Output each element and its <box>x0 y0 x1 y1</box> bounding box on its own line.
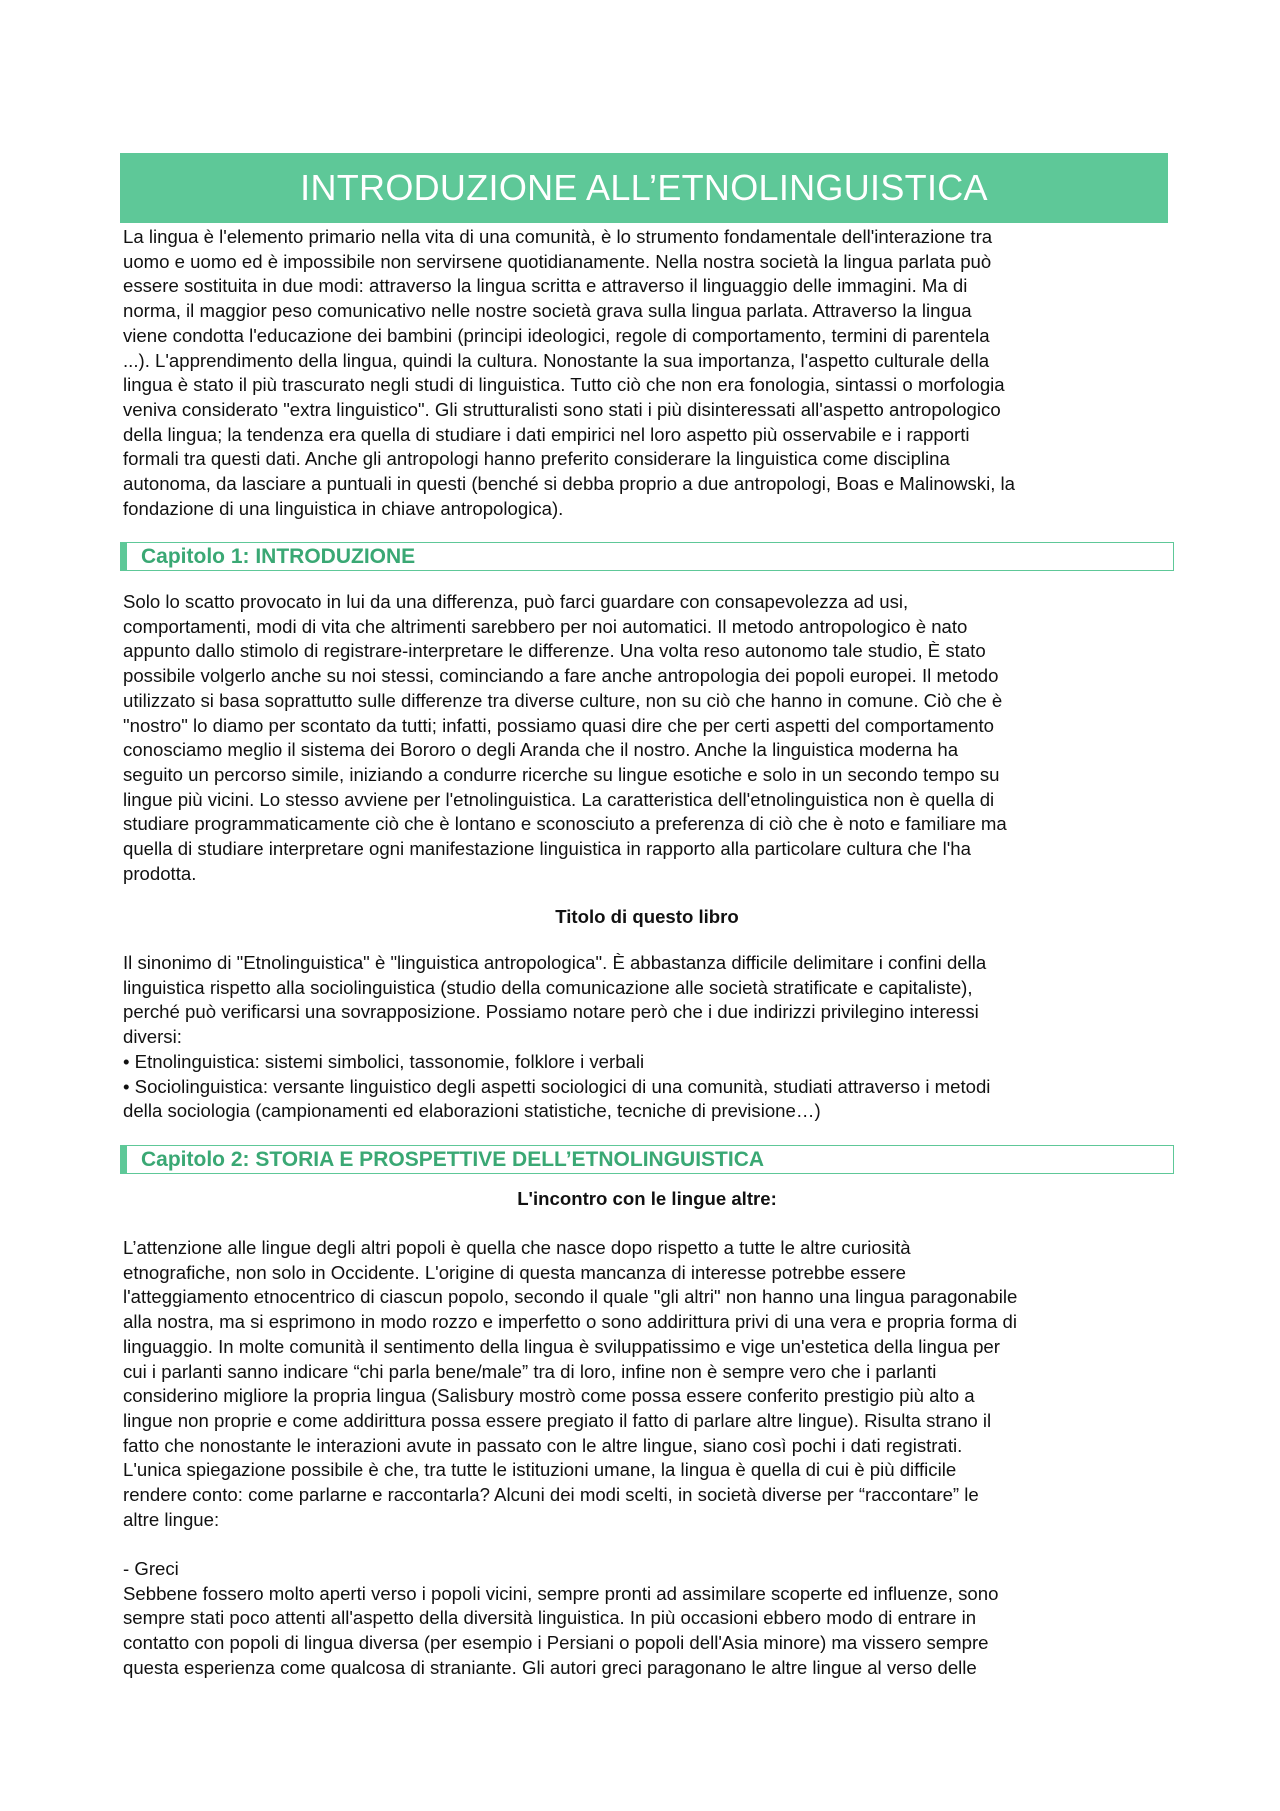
chapter-1-line: quella di studiare interpretare ogni manifestazione linguistica in rapporto alla particolare cultura che l'ha <box>123 838 971 860</box>
chapter-1-heading <box>120 542 1174 571</box>
intro-line: lingua è stato il più trascurato negli studi di linguistica. Tutto ciò che non era fonologia, sintassi o morfologia <box>123 374 1005 396</box>
chapter-2-line: considerino migliore la propria lingua (Salisbury mostrò come possa essere conferito prestigio più alto a <box>123 1385 975 1407</box>
intro-line: fondazione di una linguistica in chiave antropologica). <box>123 497 564 519</box>
chapter-2-paragraph <box>123 1236 1168 1532</box>
intro-line: norma, il maggior peso comunicativo nelle nostre società grava sulla lingua parlata. Attraverso la lingua <box>123 300 972 322</box>
chapter-1-line: "nostro" lo diamo per scontato da tutti; infatti, possiamo quasi dire che per certi aspetti del comportamento <box>123 714 995 736</box>
section-subheading-book: Titolo di questo libro <box>555 906 739 927</box>
chapter-1-line: lingue più vicini. Lo stesso avviene per l'etnolinguistica. La caratteristica dell'etnolinguistica non è quella di <box>123 788 995 810</box>
chapter-2-line: fatto che nonostante le interazioni avute in passato con le altre lingue, siano così pochi i dati registrati. <box>123 1434 963 1456</box>
chapter-1-line: studiare programmaticamente ciò che è lontano e sconosciuto a preferenza di ciò che è noto e familiare ma <box>123 813 1007 835</box>
intro-line: autonoma, da lasciare a puntuali in questi (benché si debba proprio a due antropologi, Boas e Malinowski, la <box>123 473 1016 495</box>
chapter-2-line: lingue non proprie e come addirittura possa essere pregiato il fatto di parlare altre lingue). Risulta strano il <box>123 1409 992 1431</box>
chapter-2-line: alla nostra, ma si esprimono in modo rozzo e imperfetto o sono addirittura privi di una vera e propria forma di <box>123 1311 1017 1333</box>
book-paragraph <box>123 951 1168 1124</box>
page-title: INTRODUZIONE ALL’ETNOLINGUISTICA <box>300 167 988 208</box>
book-line: linguistica rispetto alla sociolinguistica (studio della comunicazione alle società stratificate e capitaliste), <box>123 976 973 998</box>
title-banner <box>120 153 1168 223</box>
chapter-1-paragraph <box>123 590 1168 886</box>
book-line: diversi: <box>123 1026 182 1048</box>
greci-section <box>123 1557 1168 1681</box>
book-line: Il sinonimo di "Etnolinguistica" è "linguistica antropologica". È abbastanza difficile delimitare i confini della <box>123 952 987 973</box>
chapter-2-line: altre lingue: <box>123 1508 220 1530</box>
greci-line: questa esperienza come qualcosa di straniante. Gli autori greci paragonano le altre lingue al verso delle <box>123 1656 977 1678</box>
chapter-1-line: appunto dallo stimolo di registrare-interpretare le differenze. Una volta reso autonomo tale studio, È stato <box>123 640 986 662</box>
chapter-2-line: L’attenzione alle lingue degli altri popoli è quella che nasce dopo rispetto a tutte le altre curiosità <box>123 1237 911 1258</box>
chapter-2-heading <box>120 1145 1174 1174</box>
chapter-2-title: Capitolo 2: STORIA E PROSPETTIVE DELL’ETNOLINGUISTICA <box>141 1147 765 1171</box>
greci-line: sempre stati poco attenti all'aspetto della diversità linguistica. In più occasioni ebbero modo di entrare in <box>123 1607 977 1629</box>
chapter-1-line: seguito un percorso simile, iniziando a condurre ricerche su lingue esotiche e solo in un secondo tempo su <box>123 763 1000 785</box>
intro-line: La lingua è l'elemento primario nella vita di una comunità, è lo strumento fondamentale dell'interazione tra <box>123 226 993 247</box>
intro-line: viene condotta l'educazione dei bambini (principi ideologici, regole di comportamento, termini di parentela <box>123 324 990 346</box>
chapter-1-line: prodotta. <box>123 862 197 884</box>
intro-paragraph <box>123 225 1168 521</box>
chapter-2-line: l'atteggiamento etnocentrico di ciascun popolo, secondo il quale "gli altri" non hanno una lingua paragonabile <box>123 1286 1018 1308</box>
chapter-1-title: Capitolo 1: INTRODUZIONE <box>141 544 416 568</box>
intro-line: uomo e uomo ed è impossibile non servirsene quotidianamente. Nella nostra società la lingua parlata può <box>123 250 992 272</box>
book-line: della sociologia (campionamenti ed elaborazioni statistiche, tecniche di previsione…) <box>123 1100 821 1122</box>
chapter-2-line: rendere conto: come parlarne e raccontarla? Alcuni dei modi scelti, in società diverse per “raccontare” le <box>123 1484 979 1506</box>
intro-line: ...). L'apprendimento della lingua, quindi la cultura. Nonostante la sua importanza, l'aspetto culturale della <box>123 349 990 371</box>
bullet-item: • Sociolinguistica: versante linguistico degli aspetti sociologici di una comunità, studiati attraverso i metodi <box>123 1075 991 1097</box>
intro-line: veniva considerato "extra linguistico". Gli strutturalisti sono stati i più disinteressati all'aspetto antropologico <box>123 398 1001 420</box>
bullet-item: • Etnolinguistica: sistemi simbolici, tassonomie, folklore i verbali <box>123 1050 645 1072</box>
greci-label: - Greci <box>123 1558 179 1579</box>
intro-line: essere sostituita in due modi: attraverso la lingua scritta e attraverso il linguaggio delle immagini. Ma di <box>123 275 968 297</box>
intro-line: formali tra questi dati. Anche gli antropologi hanno preferito considerare la linguistica come disciplina <box>123 448 950 470</box>
chapter-2-line: etnografiche, non solo in Occidente. L'origine di questa mancanza di interesse potrebbe essere <box>123 1261 906 1283</box>
greci-line: contatto con popoli di lingua diversa (per esempio i Persiani o popoli dell'Asia minore) ma vissero sempre <box>123 1632 989 1654</box>
chapter-1-line: comportamenti, modi di vita che altrimenti sarebbero per noi automatici. Il metodo antropologico è nato <box>123 615 968 637</box>
intro-line: della lingua; la tendenza era quella di studiare i dati empirici nel loro aspetto più osservabile e i rapporti <box>123 423 970 445</box>
book-line: perché può verificarsi una sovrapposizione. Possiamo notare però che i due indirizzi privilegino interessi <box>123 1001 979 1023</box>
chapter-1-line: Solo lo scatto provocato in lui da una differenza, può farci guardare con consapevolezza ad usi, <box>123 591 909 612</box>
chapter-2-line: linguaggio. In molte comunità il sentimento della lingua è sviluppatissimo e vige un'estetica della lingua per <box>123 1335 1000 1357</box>
chapter-1-line: possibile volgerlo anche su noi stessi, cominciando a fare anche antropologia dei popoli europei. Il metodo <box>123 665 999 687</box>
section-subheading-encounter: L'incontro con le lingue altre: <box>517 1188 777 1209</box>
greci-line: Sebbene fossero molto aperti verso i popoli vicini, sempre pronti ad assimilare scoperte ed influenze, sono <box>123 1582 999 1604</box>
chapter-1-line: conosciamo meglio il sistema dei Bororo o degli Aranda che il nostro. Anche la linguistica moderna ha <box>123 739 959 761</box>
chapter-1-line: utilizzato si basa soprattutto sulle differenze tra diverse culture, non su ciò che hanno in comune. Ciò che è <box>123 689 1003 711</box>
chapter-2-line: L'unica spiegazione possibile è che, tra tutte le istituzioni umane, la lingua è quella di cui è più difficile <box>123 1459 957 1481</box>
chapter-2-line: cui i parlanti sanno indicare “chi parla bene/male” tra di loro, infine non è sempre vero che i parlanti <box>123 1360 937 1382</box>
